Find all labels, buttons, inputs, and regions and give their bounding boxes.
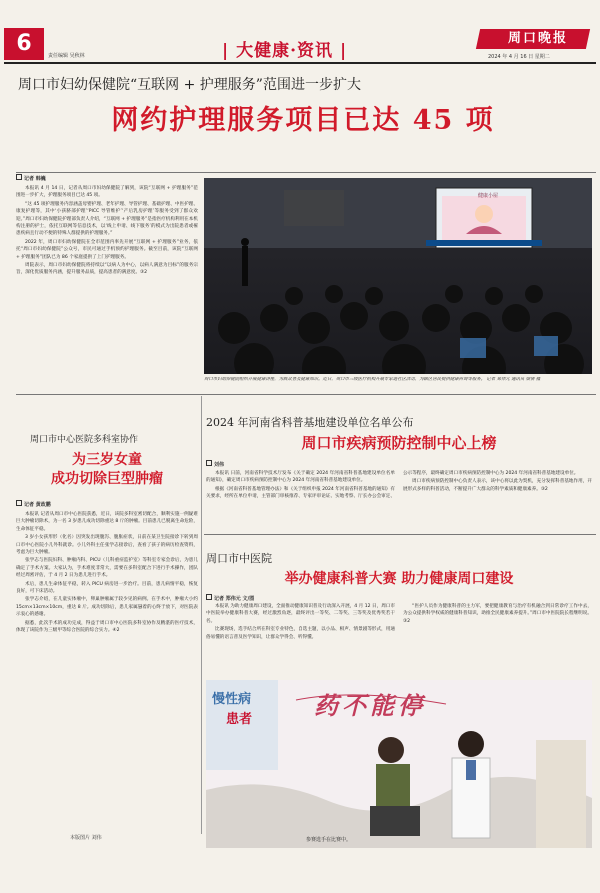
header-rule — [4, 62, 596, 64]
lead-photo-caption: 周口市妇幼保健院组织开展健康讲座，为群众普及健康知识。近日，周口市三级医疗机构开展专家进社区活动，为辖区居民提供健康咨询等服务。 记者 郑伟元 通讯员 梁倩 摄 — [204, 377, 541, 382]
story3-paragraph: 周口市疾病预防控制中心负责人表示，该中心将以此为契机，充分发挥科普基地作用，开展形式多样的科普活动，不断提升广大群众的科学素质和健康素养。③2 — [403, 479, 592, 492]
byline-box-icon — [206, 594, 212, 600]
lecture-hall-illustration — [204, 178, 592, 374]
photo-credit: 本版图片 刘伟 — [70, 835, 102, 841]
lead-headline: 网约护理服务项目已达 45 项 — [111, 105, 495, 136]
story2-paragraph: 本报讯 记者从周口市中心医院获悉，近日，该院多科室密切配合，顺利实施一例疑难巨大肿瘤切除术，为一名 3 岁患儿成功切除重达 8 斤的肿瘤。目前患儿已脱离生命危险，生命体征平稳。 — [16, 512, 198, 532]
editor-line: 责任编辑 吴秋林 — [48, 53, 85, 59]
byline-box-icon — [16, 500, 22, 506]
story3-kicker: 2024 年河南省科普基地建设单位名单公布 — [206, 416, 414, 429]
column-title-text: 大健康·资讯 — [236, 41, 334, 61]
story3-bottom-rule — [204, 534, 596, 535]
story4-paragraph: “医护人员作为健康科普的主力军，要把健康教育与治疗有机融合到日常诊疗工作中去，为公众提供科学权威的健康科普知识，助推全民健康素养提升。”周口市中医院院长程继明说。③2 — [403, 604, 592, 624]
lead-paragraph: 周院表示，周口市妇幼保健院将持续以“以病人为中心，以病人满意为目标”的服务宗旨，深化优质服务内涵，提升服务品质，提高患者的满意度。③2 — [16, 263, 198, 276]
story3-body — [206, 470, 592, 528]
story4-paragraph: 比赛现场，选手结合所在科室专业特色，自选主题，以小品、相声、情景剧等形式，用通俗易懂的语言普及医学知识，让群众学得会、听得懂。 — [206, 627, 395, 640]
story3-headline: 周口市疾病预防控制中心上榜 — [301, 434, 497, 452]
projector-title: 健康小屋 — [477, 193, 498, 199]
story3-paragraph: 本报讯 日前，河南省科学技术厅发布《关于确定 2024 年河南省科普基地建设单位名单的通知》，确定周口市疾病预防控制中心为 2024 年河南省科普基地建设单位。 — [206, 471, 395, 484]
lead-bottom-rule — [16, 394, 596, 395]
newspaper-name: 周口晚报 — [507, 31, 568, 46]
story2-byline — [16, 500, 51, 508]
banner-text: 药不能停 — [314, 691, 426, 720]
story4-paragraph: 本报讯 为助力健康周口建设，全面推动健康知识普及行动深入开展，4 月 12 日，周口市中医院举办健康科普大赛，经过激烈角逐，最终评出一等奖、二等奖、三等奖及优秀奖若干名。 — [206, 604, 395, 624]
story3-byline — [206, 460, 224, 468]
lead-photo — [204, 178, 592, 374]
story2-headline-2: 成功切除巨型肿瘤 — [51, 471, 163, 487]
column-divider — [201, 396, 202, 834]
story2-kicker: 周口市中心医院多科室协作 — [30, 435, 139, 445]
byline-box-icon — [16, 174, 22, 180]
story4-kicker: 周口市中医院 — [206, 552, 272, 565]
lead-byline — [16, 174, 46, 182]
story3-paragraph: 根据《河南省科普基地管理办法》和《关于组织申报 2024 年河南省科普基地的通知》有关要求，经所在单位申请，主管部门审核推荐、专家评审论证、实地考察、厅长办公会审定、公示等程序，最终确定周口市疾病预防控制中心为 2024 年河南省科普基地建设单位。 — [206, 471, 579, 500]
story2-paragraph: 术后，患儿生命体征平稳，转入 PICU 病房进一步治疗。目前，患儿病情平稳，恢复良好，可下床活动。 — [16, 581, 198, 595]
lead-paragraph: 本报讯 4 月 14 日，记者从周口市妇幼保健院了解到，该院“互联网 + 护理服务”范围进一步扩大，护理服务项目已达 45 项。 — [16, 186, 198, 199]
page-number: 6 — [16, 31, 32, 56]
banner-left-top: 慢性病 — [212, 692, 252, 707]
story4-byline — [206, 594, 254, 602]
banner-left-bottom: 患者 — [226, 712, 253, 727]
story2-paragraph: 张学志介绍，在儿童实体瘤中，卵巢肿瘤属于较少见的病例。在手术中，肿瘤大小约 15cm×13cm×10cm，重达 8 斤。成功切除后，患儿家属悬着的心终于放下，对医院表示衷心的感谢。 — [16, 597, 198, 618]
column-title: | 大健康·资讯 | — [222, 41, 348, 61]
story2-byline-text: 记者 黄政鹏 — [24, 502, 51, 508]
story4-headline: 举办健康科普大赛 助力健康周口建设 — [284, 571, 514, 587]
lead-paragraph: 2022 年，周口市妇幼保健院在全市范围内率先开展“互联网 + 护理服务”业务，依托“周口市妇幼保健院”公众号，市民可通过手机预约护理服务。截至目前，该院“互联网 + 护理服务”团队已为 86 个家庭提供了上门护理服务。 — [16, 239, 198, 260]
lead-rule — [16, 172, 596, 173]
story4-photo-caption: 参赛选手在比赛中。 — [306, 837, 352, 843]
lead-kicker: 周口市妇幼保健院“互联网 + 护理服务”范围进一步扩大 — [18, 77, 361, 93]
story4-byline-text: 记者 郑伟元 文/图 — [214, 596, 255, 602]
story4-body — [206, 603, 592, 673]
story4-photo — [206, 680, 592, 848]
lead-body — [16, 185, 198, 377]
story2-body — [16, 511, 198, 831]
story2-paragraph: 张学志与医院妇科、肿瘤内科、PICU（儿科重症监护室）等科室专家会诊后，为患儿确定了手术方案。大家认为，手术难度非常大，需要在多科室配合下进行手术操作，团队经过周密评估，于 4 月 2 日为患儿进行手术。 — [16, 558, 198, 579]
lead-paragraph: “这 45 项护理服务内容涵盖母婴护理、老年护理、导管护理、基础护理、中医护理、康复护理等，其中‘小孩脐部护理’‘PICC 导管维护’‘产后乳房护理’等服务受到了群众欢迎。”周口市妇幼保健院护理部负责人介绍，“互联网 + 护理服务”是指医疗机构利用在本机构注册的护士，依托互联网等信息技术，以‘线上申请、线下服务’的模式为出院患者或罹患疾病且行动不便的特殊人群提供的护理服务。” — [16, 201, 198, 237]
lead-byline-text: 记者 韩巍 — [24, 176, 46, 182]
story2-paragraph: 3 岁小女孩形形（化名）因突发出现腹泻、腹胀症状，日前在某卫生院接诊下转到周口市中心医院小儿外科就诊。小儿外科主任张学志接诊后，查看了孩子的病历检查资料，考虑为巨大肿瘤。 — [16, 535, 198, 556]
story2-paragraph: 据悉，此次手术的成功完成，得益于周口市中心医院多科室协作及精湛的医疗技术，体现了该院作为三级甲等综合医院的综合实力。④2 — [16, 620, 198, 634]
story2-headline-1: 为三岁女童 — [72, 452, 142, 468]
issue-date: 2024 年 4 月 16 日 星期二 — [488, 54, 550, 60]
story3-byline-text: 刘伟 — [214, 462, 225, 468]
byline-box-icon — [206, 460, 212, 466]
